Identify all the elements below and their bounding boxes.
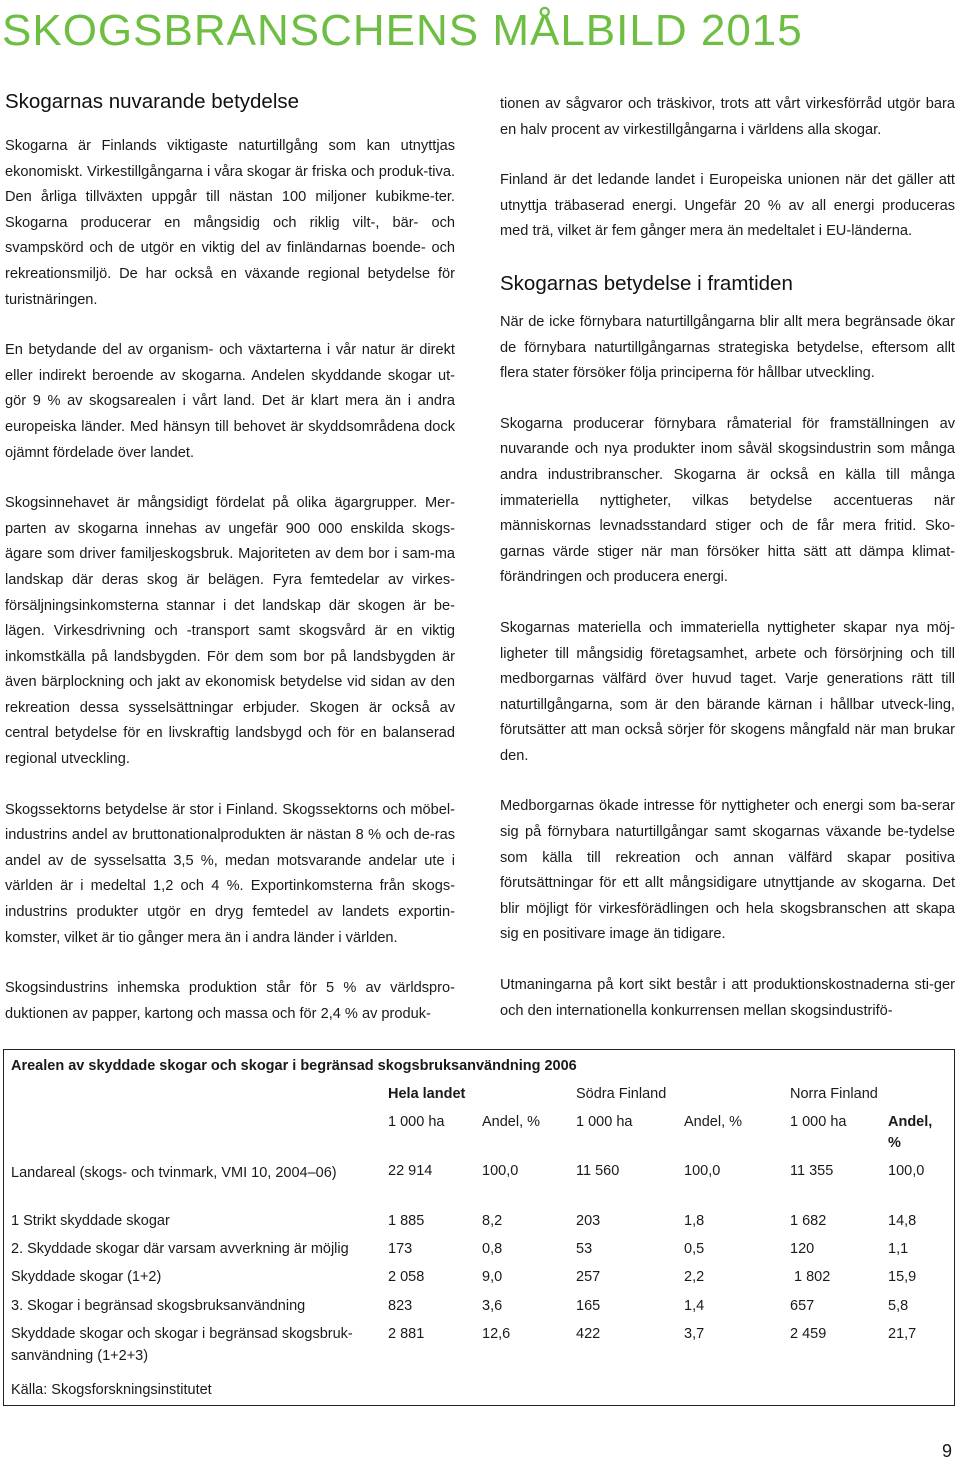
table-cell: 100,0 bbox=[482, 1163, 519, 1179]
table-cell: 100,0 bbox=[888, 1163, 925, 1179]
paragraph: Skogsindustrins inhemska produktion står för 5 % av världspro-duktionen av papper, kartong och massa och för 2,4 % av produk- bbox=[5, 980, 455, 1022]
table-row-label: sanvändning (1+2+3) bbox=[11, 1348, 149, 1364]
table-cell: 9,0 bbox=[482, 1269, 503, 1285]
right-column bbox=[500, 92, 955, 1049]
table-cell: 1,8 bbox=[684, 1213, 705, 1229]
protected-forest-table bbox=[3, 1049, 955, 1406]
page-title: SKOGSBRANSCHENS MÅLBILD 2015 bbox=[2, 6, 803, 55]
paragraph: Skogsinnehavet är mångsidigt fördelat på olika ägargrupper. Mer-parten av skogarna innehas av ungefär 900 000 enskilda skogs-ägare som driver familjeskogsbruk. Majoriteten av dem bor i sam-ma landskap där deras skog är belägen. Fyra femtedelar av virkes-försäljningsinkomsterna stannar i det landskap där skogen är be-lägen. Virkesdrivning och -transport samt skogsvård är en viktig inkomstkälla på landsbygden. För dem som bor på landsbygden är även bärplockning och jakt av ekonomisk betydelse vid sidan av den rekreation dessa sysselsättningar erbjuder. Skogen är också av central betydelse för en livskraftig landsbygd och för en balanserad regional utveckling. bbox=[5, 495, 455, 768]
left-column bbox=[5, 88, 455, 1052]
table-cell: 2,2 bbox=[684, 1269, 705, 1285]
table-cell: 657 bbox=[790, 1298, 815, 1314]
table-cell: 22 914 bbox=[388, 1163, 433, 1179]
table-cell: 120 bbox=[790, 1241, 815, 1257]
table-row-label: Landareal (skogs- och tvinmark, VMI 10, 2004–06) bbox=[11, 1165, 337, 1181]
table-cell: 2 881 bbox=[388, 1326, 425, 1342]
paragraph: Skogarna är Finlands viktigaste naturtillgång som kan utnyttjas ekonomiskt. Virkestillgångarna i våra skogar är friska och produk-tiva. Den årliga tillväxten uppgår till nästan 100 miljoner kubikme-ter. Skogarna producerar en mångsidig och riklig vilt-, bär- och svampskörd och de utgör en viktig del av finländarnas boende- och rekreationsmiljö. De har också en växande regional betydelse för turistnäringen. bbox=[5, 138, 455, 308]
paragraph: Skogssektorns betydelse är stor i Finland. Skogssektorns och möbel-industrins andel av bruttonationalprodukten är nästan 8 % och de-ras andel av de sysselsatta 3,5 %, medan motsvarande andelar ute i världen är i medeltal 1,2 och 4 %. Exportinkomsterna från skogs-industrins produkter utgör en dryg femtedel av landets exportin-komster, vilket är tio gånger mera än i andra länder i världen. bbox=[5, 801, 455, 946]
unit-header: 1 000 ha bbox=[388, 1114, 445, 1130]
table-cell: 1 682 bbox=[790, 1213, 827, 1229]
table-cell: 165 bbox=[576, 1298, 601, 1314]
paragraph: Medborgarnas ökade intresse för nyttigheter och energi som ba-serar sig på förnybara naturtillgångar samt skogarnas växande be-tydelse som källa till rekreation och annan välfärd skapar positiva förutsättningar för ett allt mångsidigare utnyttjande av skogarna. Det blir möjligt för virkesförädlingen och hela skogsbranschen att skapa sig en positivare image än tidigare. bbox=[500, 798, 955, 943]
region-header-north: Norra Finland bbox=[790, 1086, 878, 1102]
table-cell: 3,7 bbox=[684, 1326, 705, 1342]
unit-header: Andel, bbox=[888, 1114, 933, 1130]
table-cell: 15,9 bbox=[888, 1269, 917, 1285]
section-heading-current: Skogarnas nuvarande betydelse bbox=[5, 90, 300, 113]
table-cell: 2 058 bbox=[388, 1269, 425, 1285]
table-cell: 1 885 bbox=[388, 1213, 425, 1229]
unit-header: 1 000 ha bbox=[576, 1114, 633, 1130]
page-number: 9 bbox=[941, 1441, 952, 1461]
table-caption: Arealen av skyddade skogar och skogar i begränsad skogsbruksanvändning 2006 bbox=[11, 1058, 577, 1074]
table-row-label: 1 Strikt skyddade skogar bbox=[11, 1213, 170, 1229]
unit-header: % bbox=[888, 1135, 901, 1151]
paragraph: tionen av sågvaror och träskivor, trots att vårt virkesförråd utgör bara en halv procent av virkestillgångarna i världens alla skogar. bbox=[500, 96, 955, 138]
table-cell: 5,8 bbox=[888, 1298, 909, 1314]
table-cell: 8,2 bbox=[482, 1213, 503, 1229]
table-cell: 173 bbox=[388, 1241, 413, 1257]
table-cell: 0,8 bbox=[482, 1241, 503, 1257]
table-cell: 100,0 bbox=[684, 1163, 721, 1179]
table-cell: 1 802 bbox=[794, 1269, 831, 1285]
paragraph: Skogarna producerar förnybara råmaterial för framställningen av nuvarande och nya produkter inom såväl skogsindustrin som många andra industribranscher. Skogarna är också en källa till många immateriella nyttigheter, vilkas betydelse accentueras när människornas levnadsstandard stiger och de får mera fritid. Sko-garnas värde stiger när man försöker hitta sätt att dämpa klimat-förändringen och producera energi. bbox=[500, 415, 955, 586]
table-cell: 11 560 bbox=[576, 1163, 620, 1179]
table-cell: 0,5 bbox=[684, 1241, 705, 1257]
table-cell: 53 bbox=[576, 1241, 593, 1257]
table-cell: 12,6 bbox=[482, 1326, 511, 1342]
unit-header: Andel, % bbox=[684, 1114, 743, 1130]
table-row-label: 2. Skyddade skogar där varsam avverkning är möjlig bbox=[11, 1241, 349, 1257]
unit-header: Andel, % bbox=[482, 1114, 541, 1130]
table-cell: 1,1 bbox=[888, 1241, 909, 1257]
paragraph: Utmaningarna på kort sikt består i att produktionskostnaderna sti-ger och den internationella konkurrensen mellan skogsindustrifö- bbox=[500, 977, 955, 1019]
table-cell: 14,8 bbox=[888, 1213, 917, 1229]
region-header-south: Södra Finland bbox=[576, 1086, 667, 1102]
table-cell: 257 bbox=[576, 1269, 601, 1285]
table-cell: 2 459 bbox=[790, 1326, 827, 1342]
table-cell: 422 bbox=[576, 1326, 601, 1342]
paragraph: Skogarnas materiella och immateriella nyttigheter skapar nya möj-ligheter till mångsidig företagsamhet, arbete och försörjning och till medborgarnas välfärd över huvud taget. Varje generations rätt till naturtillgångarna, som är den bärande kärnan i hållbar utveck-ling, förutsätter att man också sörjer för skogens mångfald när man brukar den. bbox=[500, 619, 955, 764]
table-row-label: Skyddade skogar (1+2) bbox=[11, 1269, 162, 1285]
paragraph: När de icke förnybara naturtillgångarna blir allt mera begränsade ökar de förnybara naturtillgångarnas strategiska betydelse, eftersom allt flera stater försöker följa principerna för hållbar utveckling. bbox=[500, 313, 955, 382]
table-row-label: Skyddade skogar och skogar i begränsad skogsbruk- bbox=[11, 1326, 353, 1342]
paragraph: Finland är det ledande landet i Europeiska unionen när det gäller att utnyttja träbaserad energi. Ungefär 20 % av all energi produceras med trä, vilket är fem gånger mera än medeltalet i EU-länderna. bbox=[500, 172, 955, 240]
paragraph: En betydande del av organism- och växtarterna i vår natur är direkt eller indirekt beroende av skogarna. Andelen skyddande skogar ut-gör 9 % av skogsarealen i vårt land. Det är klart mera än i andra europeiska länder. Med hänsyn till behovet är skyddsområdena dock ojämnt fördelade över landet. bbox=[5, 342, 455, 461]
table-cell: 3,6 bbox=[482, 1298, 503, 1314]
region-header-whole-country: Hela landet bbox=[388, 1086, 466, 1102]
table-row-label: 3. Skogar i begränsad skogsbruksanvändning bbox=[11, 1298, 306, 1314]
table-cell: 203 bbox=[576, 1213, 601, 1229]
table-source: Källa: Skogsforskningsinstitutet bbox=[11, 1382, 212, 1398]
unit-header: 1 000 ha bbox=[790, 1114, 847, 1130]
table-cell: 21,7 bbox=[888, 1326, 917, 1342]
table-cell: 1,4 bbox=[684, 1298, 705, 1314]
table-cell: 11 355 bbox=[790, 1163, 834, 1179]
section-heading-future: Skogarnas betydelse i framtiden bbox=[500, 271, 793, 295]
table-cell: 823 bbox=[388, 1298, 413, 1314]
